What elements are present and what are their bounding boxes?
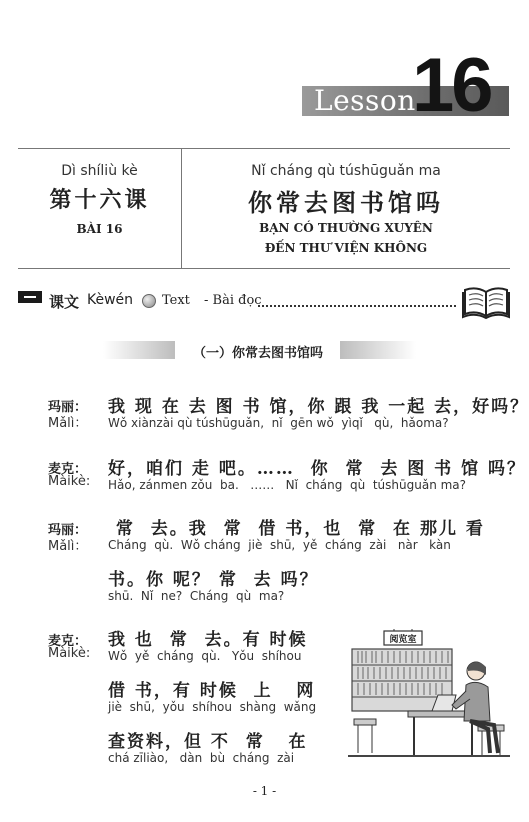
dialogue-line-pinyin: Wǒ yě cháng qù. Yǒu shíhou [108, 649, 302, 663]
lesson-pinyin: Dì shíliù kè [61, 163, 138, 179]
open-book-icon [462, 284, 510, 320]
title-vietnamese-line1: BẠN CÓ THƯỜNG XUYÊN [259, 221, 433, 235]
dialogue-line-chinese: 我 也 常 去。有 时候 [108, 630, 308, 650]
title-pinyin: Nǐ cháng qù túshūguǎn ma [251, 163, 441, 179]
speaker-chinese: 麦克： [48, 462, 88, 477]
lesson-label: Lesson [314, 84, 416, 117]
speaker-pinyin: Mǎlì： [48, 416, 88, 431]
section-title-pinyin: Kèwén [87, 292, 134, 308]
subheading-title: （一）你常去图书馆吗 [192, 346, 323, 361]
reading-room-illustration [348, 629, 510, 759]
section-title-vietnamese: - Bài đọc [204, 293, 262, 308]
speaker-chinese: 玛丽： [48, 523, 88, 538]
header-bottom-rule [18, 268, 510, 269]
dialogue-line-pinyin: shū. Nǐ ne? Cháng qù ma? [108, 589, 285, 603]
dialogue-line-pinyin: chá zīliào, dàn bù cháng zài [108, 751, 295, 765]
header-top-rule [18, 148, 510, 149]
dotted-leader [258, 305, 456, 307]
subheading-bar-left [103, 341, 175, 359]
lesson-vietnamese: BÀI 16 [76, 222, 123, 236]
dialogue-line-chinese: 常 去。我 常 借 书，也 常 在 那儿 看 [108, 519, 485, 539]
dialogue-line-chinese: 好，咱们 走 吧。…… 你 常 去 图 书 馆 吗？ [108, 459, 527, 479]
title-hanzi: 你常去图书馆吗 [248, 188, 444, 217]
dialogue-line-pinyin: Hǎo, zánmen zǒu ba. …… Nǐ cháng qù túshūguǎn ma? [108, 478, 467, 492]
speaker-chinese: 麦克： [48, 634, 88, 649]
speaker-pinyin: Màikè: [48, 474, 91, 489]
dialogue-line-chinese: 我 现 在 去 图 书 馆，你 跟 我 一起 去，好吗？ [108, 397, 529, 417]
lesson-number: 16 [412, 43, 491, 128]
section-title-chinese: 课文 [49, 293, 80, 311]
bullet-circle-icon [142, 294, 156, 308]
dialogue-line-chinese: 书。你 呢？ 常 去 吗？ [108, 570, 319, 590]
speaker-pinyin: Màikè: [48, 646, 91, 661]
reading-room-sign: 阅览室 [389, 635, 417, 645]
dialogue-line-pinyin: Wǒ xiànzài qù túshūguǎn, nǐ gēn wǒ yìqǐ qù, hǎoma? [108, 416, 449, 430]
subheading-bar-right [340, 341, 416, 359]
page-number: - 1 - [252, 784, 277, 798]
section-title-english: Text [162, 293, 190, 308]
section-marker-icon [18, 291, 42, 303]
dialogue-line-chinese: 查资料，但 不 常 在 [108, 732, 308, 752]
title-vietnamese-line2: ĐẾN THƯ VIỆN KHÔNG [264, 241, 428, 255]
speaker-chinese: 玛丽： [48, 400, 88, 415]
dialogue-line-chinese: 借 书，有 时候 上 网 [108, 681, 316, 701]
dialogue-line-pinyin: Cháng qù. Wǒ cháng jiè shū, yě cháng zài nàr kàn [108, 538, 451, 552]
speaker-pinyin: Mǎlì： [48, 539, 88, 554]
dialogue-line-pinyin: jiè shū, yǒu shíhou shàng wǎng [108, 700, 317, 714]
lesson-hanzi: 第十六课 [49, 187, 150, 213]
